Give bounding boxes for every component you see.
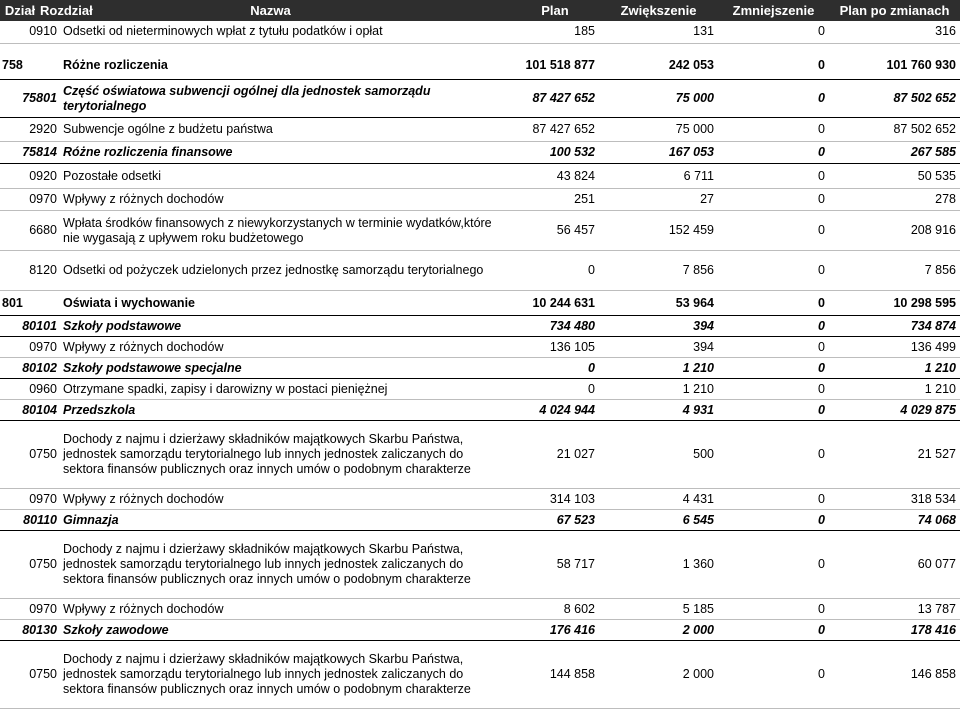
dzial-row: [0, 291, 960, 316]
row-zmniejszenie: 0: [718, 251, 829, 291]
row-code: 80102: [0, 358, 59, 379]
row-zwiekszenie: 75 000: [599, 80, 718, 118]
row-zmniejszenie: 0: [718, 118, 829, 142]
header-zwiekszenie: Zwiększenie: [599, 0, 718, 21]
rozdzial-row: [0, 80, 960, 118]
row-plan-po-zmianach: 10 298 595: [829, 291, 960, 316]
row-name: Oświata i wychowanie: [59, 291, 511, 316]
rozdzial-row: [0, 510, 960, 531]
row-plan: 144 858: [511, 641, 599, 709]
rozdzial-row: [0, 358, 960, 379]
row-code: 0970: [0, 337, 59, 358]
rozdzial-row: [0, 142, 960, 164]
row-code: 0750: [0, 531, 59, 599]
row-name: Szkoły podstawowe: [59, 316, 511, 337]
row-code: 8120: [0, 251, 59, 291]
row-code: 80104: [0, 400, 59, 421]
row-zwiekszenie: 53 964: [599, 291, 718, 316]
paragraf-row: [0, 21, 960, 43]
row-zwiekszenie: 27: [599, 189, 718, 211]
paragraf-row: [0, 164, 960, 189]
row-name: Otrzymane spadki, zapisy i darowizny w postaci pieniężnej: [59, 379, 511, 400]
row-code: 6680: [0, 211, 59, 251]
paragraf-row: [0, 211, 960, 251]
row-plan: 21 027: [511, 421, 599, 489]
row-zmniejszenie: 0: [718, 291, 829, 316]
row-plan: 176 416: [511, 620, 599, 641]
row-code: 75801: [0, 80, 59, 118]
row-plan-po-zmianach: 60 077: [829, 531, 960, 599]
row-zmniejszenie: 0: [718, 142, 829, 164]
row-zmniejszenie: 0: [718, 337, 829, 358]
row-plan-po-zmianach: 87 502 652: [829, 80, 960, 118]
row-zmniejszenie: 0: [718, 641, 829, 709]
row-plan: 734 480: [511, 316, 599, 337]
row-zmniejszenie: 0: [718, 358, 829, 379]
rozdzial-row: [0, 620, 960, 641]
row-zwiekszenie: 1 360: [599, 531, 718, 599]
row-code: 2920: [0, 118, 59, 142]
row-zwiekszenie: 7 856: [599, 251, 718, 291]
row-plan-po-zmianach: 178 416: [829, 620, 960, 641]
row-zmniejszenie: 0: [718, 164, 829, 189]
row-zmniejszenie: 0: [718, 531, 829, 599]
row-code: 0970: [0, 489, 59, 510]
row-name: Wpłata środków finansowych z niewykorzystanych w terminie wydatków,które nie wygasają z upływem roku budżetowego: [59, 211, 511, 251]
row-zwiekszenie: 394: [599, 337, 718, 358]
row-zwiekszenie: 152 459: [599, 211, 718, 251]
row-zmniejszenie: 0: [718, 510, 829, 531]
row-zwiekszenie: 75 000: [599, 118, 718, 142]
row-code: 75814: [0, 142, 59, 164]
row-code: 0920: [0, 164, 59, 189]
row-plan-po-zmianach: 13 787: [829, 599, 960, 620]
row-plan: 56 457: [511, 211, 599, 251]
row-plan: 251: [511, 189, 599, 211]
row-plan-po-zmianach: 7 856: [829, 251, 960, 291]
row-plan-po-zmianach: 136 499: [829, 337, 960, 358]
row-plan-po-zmianach: 1 210: [829, 379, 960, 400]
row-plan: 4 024 944: [511, 400, 599, 421]
row-zwiekszenie: 4 431: [599, 489, 718, 510]
row-plan-po-zmianach: 208 916: [829, 211, 960, 251]
row-plan-po-zmianach: 4 029 875: [829, 400, 960, 421]
row-plan: 87 427 652: [511, 80, 599, 118]
row-plan-po-zmianach: 734 874: [829, 316, 960, 337]
paragraf-row: [0, 379, 960, 400]
row-plan: 58 717: [511, 531, 599, 599]
row-code: 0960: [0, 379, 59, 400]
row-zmniejszenie: 0: [718, 316, 829, 337]
row-code: 0750: [0, 421, 59, 489]
row-name: Dochody z najmu i dzierżawy składników majątkowych Skarbu Państwa, jednostek samorządu terytorialnego lub innych jednostek zaliczanych do sektora finansów publicznych oraz innych umów o podobnym charakterze: [59, 641, 511, 709]
row-zwiekszenie: 394: [599, 316, 718, 337]
row-plan-po-zmianach: 74 068: [829, 510, 960, 531]
row-zwiekszenie: 1 210: [599, 358, 718, 379]
paragraf-row: [0, 531, 960, 599]
row-name: Szkoły podstawowe specjalne: [59, 358, 511, 379]
row-name: Różne rozliczenia finansowe: [59, 142, 511, 164]
paragraf-row: [0, 251, 960, 291]
row-zwiekszenie: 2 000: [599, 641, 718, 709]
row-code: 0970: [0, 189, 59, 211]
row-zmniejszenie: 0: [718, 211, 829, 251]
row-zwiekszenie: 5 185: [599, 599, 718, 620]
row-zwiekszenie: 242 053: [599, 53, 718, 80]
row-code: 80101: [0, 316, 59, 337]
row-plan: 101 518 877: [511, 53, 599, 80]
row-zwiekszenie: 167 053: [599, 142, 718, 164]
paragraf-row: [0, 421, 960, 489]
row-name: Wpływy z różnych dochodów: [59, 189, 511, 211]
row-name: Różne rozliczenia: [59, 53, 511, 80]
table-header-row: [0, 0, 960, 21]
rozdzial-row: [0, 400, 960, 421]
row-zmniejszenie: 0: [718, 599, 829, 620]
paragraf-row: [0, 641, 960, 709]
row-code: 758: [0, 53, 59, 80]
row-zwiekszenie: 6 545: [599, 510, 718, 531]
row-name: Część oświatowa subwencji ogólnej dla jednostek samorządu terytorialnego: [59, 80, 511, 118]
row-plan-po-zmianach: 101 760 930: [829, 53, 960, 80]
row-plan-po-zmianach: 318 534: [829, 489, 960, 510]
row-code: 0910: [0, 21, 59, 43]
row-plan: 87 427 652: [511, 118, 599, 142]
row-plan: 136 105: [511, 337, 599, 358]
row-plan-po-zmianach: 50 535: [829, 164, 960, 189]
row-zmniejszenie: 0: [718, 489, 829, 510]
row-zwiekszenie: 1 210: [599, 379, 718, 400]
row-zmniejszenie: 0: [718, 620, 829, 641]
paragraf-row: [0, 337, 960, 358]
row-name: Wpływy z różnych dochodów: [59, 337, 511, 358]
row-name: Gimnazja: [59, 510, 511, 531]
spacer-row: [0, 43, 960, 53]
row-code: 0750: [0, 641, 59, 709]
row-name: Odsetki od pożyczek udzielonych przez jednostkę samorządu terytorialnego: [59, 251, 511, 291]
paragraf-row: [0, 489, 960, 510]
row-plan-po-zmianach: 87 502 652: [829, 118, 960, 142]
header-rozdzial: Rozdział: [40, 3, 93, 18]
row-zmniejszenie: 0: [718, 400, 829, 421]
row-plan: 0: [511, 379, 599, 400]
row-zmniejszenie: 0: [718, 53, 829, 80]
row-zwiekszenie: 2 000: [599, 620, 718, 641]
row-name: Wpływy z różnych dochodów: [59, 599, 511, 620]
row-name: Szkoły zawodowe: [59, 620, 511, 641]
row-plan-po-zmianach: 316: [829, 21, 960, 43]
row-plan: 314 103: [511, 489, 599, 510]
row-plan: 100 532: [511, 142, 599, 164]
row-code: 0970: [0, 599, 59, 620]
paragraf-row: [0, 118, 960, 142]
row-plan: 0: [511, 251, 599, 291]
row-plan: 185: [511, 21, 599, 43]
row-zmniejszenie: 0: [718, 80, 829, 118]
row-name: Przedszkola: [59, 400, 511, 421]
row-name: Dochody z najmu i dzierżawy składników majątkowych Skarbu Państwa, jednostek samorządu terytorialnego lub innych jednostek zaliczanych do sektora finansów publicznych oraz innych umów o podobnym charakterze: [59, 421, 511, 489]
row-zmniejszenie: 0: [718, 189, 829, 211]
row-zwiekszenie: 4 931: [599, 400, 718, 421]
row-name: Wpływy z różnych dochodów: [59, 489, 511, 510]
row-zwiekszenie: 500: [599, 421, 718, 489]
row-plan-po-zmianach: 278: [829, 189, 960, 211]
header-plan-po-zmianach: Plan po zmianach: [829, 0, 960, 21]
row-plan: 10 244 631: [511, 291, 599, 316]
header-zmniejszenie: Zmniejszenie: [718, 0, 829, 21]
row-plan: 8 602: [511, 599, 599, 620]
row-name: Pozostałe odsetki: [59, 164, 511, 189]
header-plan: Plan: [511, 0, 599, 21]
row-plan: 43 824: [511, 164, 599, 189]
header-dzial: Dział: [4, 3, 36, 18]
header-dzial-rozdzial-nazwa: [0, 0, 511, 21]
row-plan-po-zmianach: 267 585: [829, 142, 960, 164]
header-nazwa: Nazwa: [250, 3, 291, 18]
paragraf-row: [0, 599, 960, 620]
row-plan-po-zmianach: 146 858: [829, 641, 960, 709]
row-code: 80130: [0, 620, 59, 641]
row-zwiekszenie: 6 711: [599, 164, 718, 189]
row-plan-po-zmianach: 1 210: [829, 358, 960, 379]
row-name: Dochody z najmu i dzierżawy składników majątkowych Skarbu Państwa, jednostek samorządu terytorialnego lub innych jednostek zaliczanych do sektora finansów publicznych oraz innych umów o podobnym charakterze: [59, 531, 511, 599]
row-name: Subwencje ogólne z budżetu państwa: [59, 118, 511, 142]
dzial-row: [0, 53, 960, 80]
row-zwiekszenie: 131: [599, 21, 718, 43]
row-plan: 67 523: [511, 510, 599, 531]
row-zmniejszenie: 0: [718, 421, 829, 489]
row-zmniejszenie: 0: [718, 379, 829, 400]
row-plan: 0: [511, 358, 599, 379]
paragraf-row: [0, 189, 960, 211]
row-name: Odsetki od nieterminowych wpłat z tytułu podatków i opłat: [59, 21, 511, 43]
table-body: [0, 21, 960, 709]
row-plan-po-zmianach: 21 527: [829, 421, 960, 489]
row-zmniejszenie: 0: [718, 21, 829, 43]
row-code: 80110: [0, 510, 59, 531]
rozdzial-row: [0, 316, 960, 337]
row-code: 801: [0, 291, 59, 316]
